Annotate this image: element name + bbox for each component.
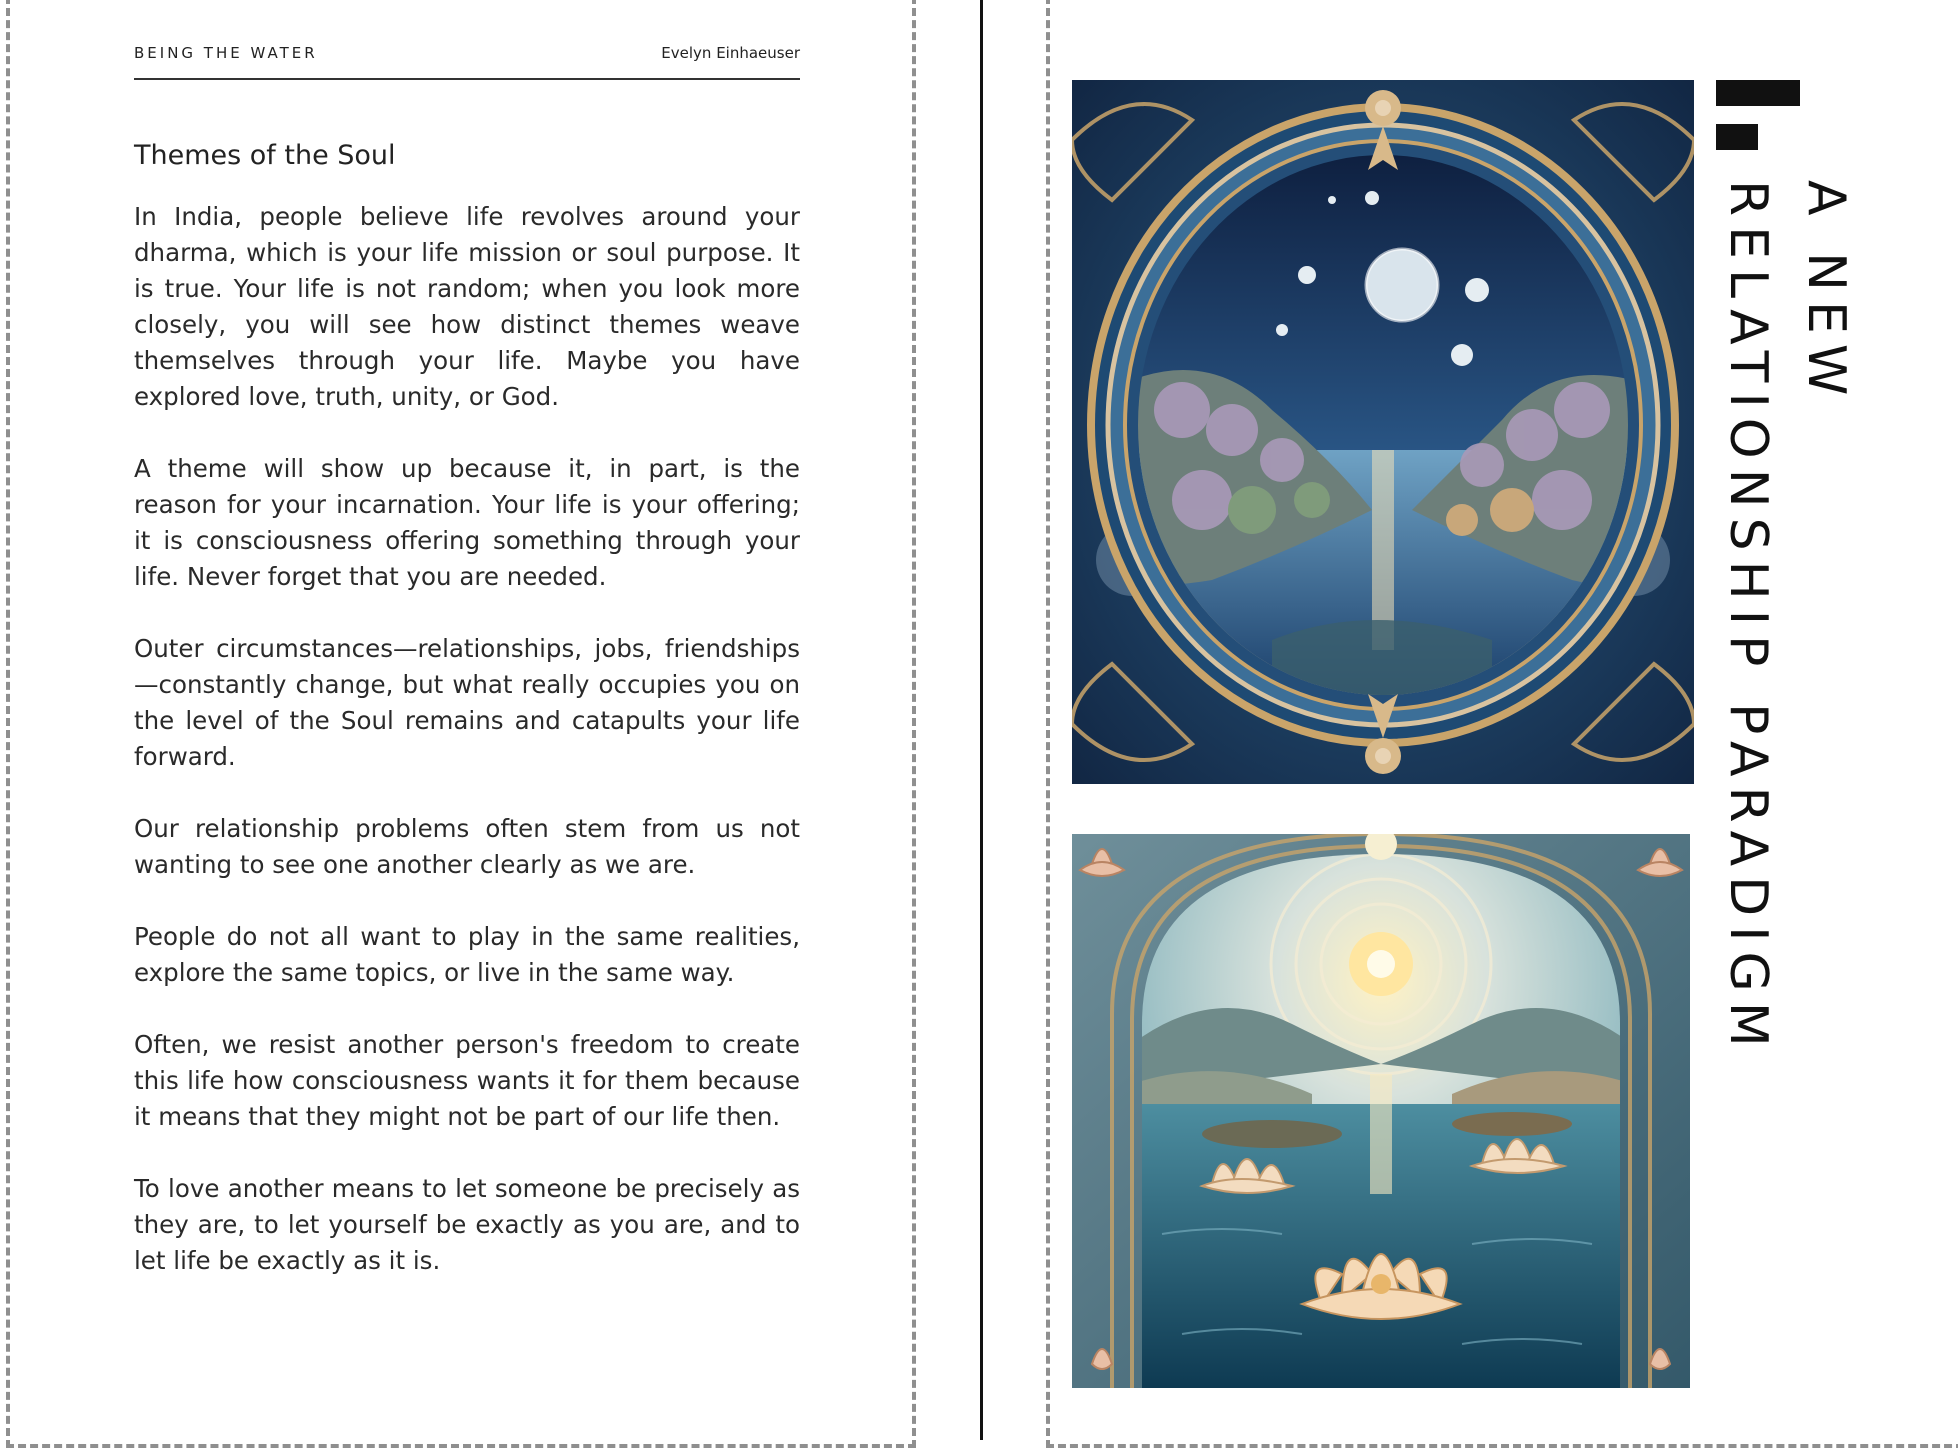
page-content: [134, 140, 800, 1315]
author-name: Evelyn Einhaeuser: [661, 44, 800, 62]
page-divider: [980, 0, 983, 1440]
chapter-marker-bar: [1716, 80, 1800, 106]
artwork-moonlit-lake: [1072, 80, 1694, 784]
book-title: BEING THE WATER: [134, 44, 318, 62]
chapter-title-line-2: RELATIONSHIP PARADIGM: [1718, 180, 1778, 1057]
chapter-marker-bar: [1716, 124, 1758, 150]
chapter-marker: [1716, 80, 1800, 168]
paragraph: People do not all want to play in the same realities, explore the same topics, or live in the same way.: [134, 922, 800, 987]
paragraph: Outer circumstances—relationships, jobs, friendships—constantly change, but what really occupies you on the level of the Soul remains and catapults your life forward.: [134, 634, 800, 771]
running-header: [134, 40, 800, 80]
paragraph: To love another means to let someone be precisely as they are, to let yourself be exactly as you are, and to let life be exactly as it is.: [134, 1174, 800, 1275]
artwork-lotus-sunrise: [1072, 834, 1690, 1388]
paragraph: Our relationship problems often stem from us not wanting to see one another clearly as we are.: [134, 814, 800, 879]
paragraph: A theme will show up because it, in part, is the reason for your incarnation. Your life is your offering; it is consciousness offering something through your life. Never forget that you are needed.: [134, 454, 800, 591]
section-title: Themes of the Soul: [134, 140, 396, 171]
paragraph: Often, we resist another person's freedom to create this life how consciousness wants it for them because it means that they might not be part of our life then.: [134, 1030, 800, 1131]
paragraph: In India, people believe life revolves around your dharma, which is your life mission or soul purpose. It is true. Your life is not random; when you look more closely, you will see how distinct themes weave themselves through your life. Maybe you have explored love, truth, unity, or God.: [134, 202, 800, 411]
chapter-title-line-1: A NEW: [1796, 180, 1856, 406]
